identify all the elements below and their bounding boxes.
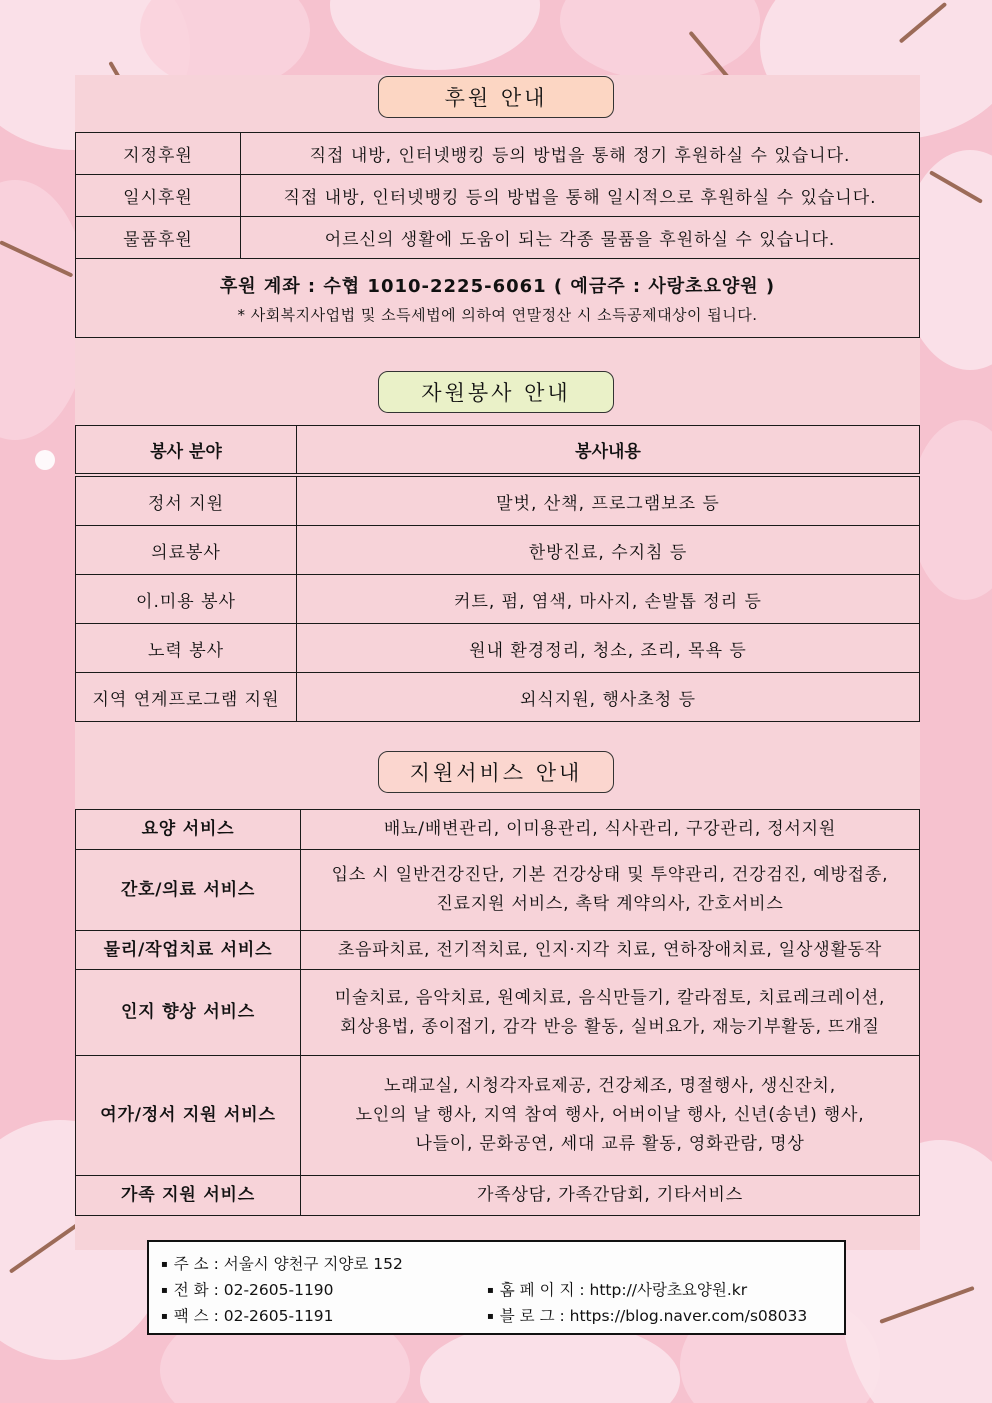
- service-detail: [301, 970, 920, 1056]
- volunteer-content: 말벗, 산책, 프로그램보조 등: [297, 475, 920, 526]
- contact-box: [147, 1240, 846, 1335]
- service-name: 여가/정서 지원 서비스: [76, 1056, 301, 1176]
- service-detail: [301, 810, 920, 850]
- table-header-row: [76, 426, 920, 476]
- volunteer-field: 의료봉사: [76, 526, 297, 575]
- service-line: 나들이, 문화공연, 세대 교류 활동, 영화관람, 명상: [415, 1134, 805, 1154]
- table-row: [76, 217, 920, 259]
- volunteer-content: 커트, 펌, 염색, 마사지, 손발톱 정리 등: [297, 575, 920, 624]
- volunteer-field: 정서 지원: [76, 475, 297, 526]
- contact-fax: ▪ 팩 스 : 02-2605-1191: [161, 1307, 334, 1325]
- table-row: [76, 673, 920, 722]
- services-heading: 지원서비스 안내: [378, 751, 614, 793]
- volunteer-content: 외식지원, 행사초청 등: [297, 673, 920, 722]
- service-name: 요양 서비스: [76, 810, 301, 850]
- service-line: 미술치료, 음악치료, 원예치료, 음식만들기, 칼라점토, 치료레크레이션,: [334, 987, 886, 1008]
- service-line: 입소 시 일반건강진단, 기본 건강상태 및 투약관리, 건강검진, 예방접종,: [331, 865, 889, 885]
- sponsorship-type: 지정후원: [76, 133, 241, 175]
- bullet-icon: ▪: [161, 1285, 168, 1296]
- contact-address: ▪ 주 소 : 서울시 양천구 지양로 152: [161, 1255, 403, 1273]
- bullet-icon: ▪: [487, 1311, 494, 1322]
- table-row: [76, 1176, 920, 1216]
- table-row: [76, 931, 920, 970]
- contact-homepage[interactable]: ▪ 홈 페 이 지 : http://사랑초요양원.kr: [487, 1281, 748, 1299]
- services-table: [75, 809, 920, 1216]
- column-header-content: 봉사내용: [297, 426, 920, 476]
- sponsorship-type: 물품후원: [76, 217, 241, 259]
- service-line: 노래교실, 시청각자료제공, 건강체조, 명절행사, 생신잔치,: [384, 1076, 836, 1096]
- volunteer-field: 노력 봉사: [76, 624, 297, 673]
- volunteer-content: 원내 환경정리, 청소, 조리, 목욕 등: [297, 624, 920, 673]
- table-row: [76, 624, 920, 673]
- tax-note: * 사회복지사업법 및 소득세법에 의하여 연말정산 시 소득공제대상이 됩니다.: [237, 305, 758, 324]
- table-row: [76, 133, 920, 175]
- table-row: [76, 526, 920, 575]
- service-name: 가족 지원 서비스: [76, 1176, 301, 1216]
- service-name: 물리/작업치료 서비스: [76, 931, 301, 970]
- table-row: [76, 810, 920, 850]
- column-header-field: 봉사 분야: [76, 426, 297, 476]
- sponsorship-desc: 직접 내방, 인터넷뱅킹 등의 방법을 통해 일시적으로 후원하실 수 있습니다.: [241, 175, 920, 217]
- table-row: [76, 1056, 920, 1176]
- service-detail: [301, 850, 920, 931]
- table-row: [76, 175, 920, 217]
- service-line: 초음파치료, 전기적치료, 인지·지각 치료, 연하장애치료, 일상생활동작: [337, 939, 883, 960]
- volunteer-content: 한방진료, 수지침 등: [297, 526, 920, 575]
- volunteer-table: [75, 425, 920, 722]
- table-row: [76, 970, 920, 1056]
- service-name: 간호/의료 서비스: [76, 850, 301, 931]
- service-detail: [301, 1056, 920, 1176]
- table-row: [76, 259, 920, 338]
- account-info: 후원 계좌 : 수협 1010-2225-6061 ( 예금주 : 사랑초요양원 ): [219, 275, 776, 297]
- table-row: [76, 575, 920, 624]
- service-line: 회상용법, 종이접기, 감각 반응 활동, 실버요가, 재능기부활동, 뜨개질: [340, 1016, 880, 1037]
- contact-phone: ▪ 전 화 : 02-2605-1190: [161, 1281, 334, 1299]
- service-line: 진료지원 서비스, 촉탁 계약의사, 간호서비스: [436, 894, 784, 914]
- service-line: 배뇨/배변관리, 이미용관리, 식사관리, 구강관리, 정서지원: [383, 819, 837, 839]
- table-row: [76, 475, 920, 526]
- bullet-icon: ▪: [161, 1311, 168, 1322]
- service-line: 가족상담, 가족간담회, 기타서비스: [477, 1185, 743, 1205]
- account-cell: [76, 259, 920, 338]
- service-detail: [301, 1176, 920, 1216]
- service-line: 노인의 날 행사, 지역 참여 행사, 어버이날 행사, 신년(송년) 행사,: [355, 1105, 865, 1125]
- sponsorship-heading: 후원 안내: [378, 76, 614, 118]
- bullet-icon: ▪: [161, 1259, 168, 1270]
- volunteer-heading: 자원봉사 안내: [378, 371, 614, 413]
- volunteer-field: 이.미용 봉사: [76, 575, 297, 624]
- service-detail: [301, 931, 920, 970]
- bullet-icon: ▪: [487, 1285, 494, 1296]
- sponsorship-desc: 직접 내방, 인터넷뱅킹 등의 방법을 통해 정기 후원하실 수 있습니다.: [241, 133, 920, 175]
- service-name: 인지 향상 서비스: [76, 970, 301, 1056]
- sponsorship-table: [75, 132, 920, 338]
- sponsorship-desc: 어르신의 생활에 도움이 되는 각종 물품을 후원하실 수 있습니다.: [241, 217, 920, 259]
- sponsorship-type: 일시후원: [76, 175, 241, 217]
- contact-blog[interactable]: ▪ 블 로 그 : https://blog.naver.com/s08033: [487, 1307, 808, 1325]
- table-row: [76, 850, 920, 931]
- volunteer-field: 지역 연계프로그램 지원: [76, 673, 297, 722]
